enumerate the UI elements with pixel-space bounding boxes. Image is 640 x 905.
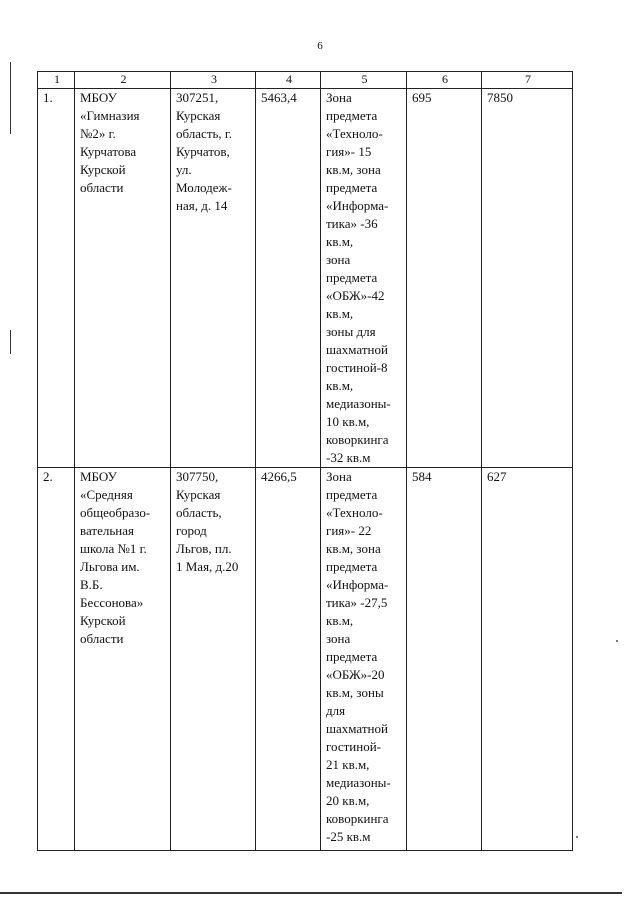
- column-header: 3: [171, 72, 256, 89]
- column-header: 2: [75, 72, 171, 89]
- school-address: 307750, Курская область, город Льгов, пл. 1 Мая, д.20: [171, 468, 256, 851]
- column-header: 4: [256, 72, 321, 89]
- school-address: 307251, Курская область, г. Курчатов, ул. Молодеж- ная, д. 14: [171, 89, 256, 468]
- column-7-value: 7850: [482, 89, 573, 468]
- column-7-value: 627: [482, 468, 573, 851]
- column-6-value: 584: [407, 468, 482, 851]
- column-header: 1: [38, 72, 75, 89]
- column-header: 6: [407, 72, 482, 89]
- building-area: 4266,5: [256, 468, 321, 851]
- table-row: [38, 89, 573, 468]
- bottom-rule: [0, 892, 622, 894]
- zone-description: Зона предмета «Техноло- гия»- 15 кв.м, зона предмета «Информа- тика» -36 кв.м, зона предмета «ОБЖ»-42 кв.м, зоны для шахматной гостиной-8 кв.м, медиазоны- 10 кв.м, коворкинга -32 кв.м: [321, 89, 407, 468]
- header-row: [38, 72, 573, 89]
- building-area: 5463,4: [256, 89, 321, 468]
- school-name: МБОУ «Гимназия №2» г. Курчатова Курской области: [75, 89, 171, 468]
- zone-description: Зона предмета «Техноло- гия»- 22 кв.м, зона предмета «Информа- тика» -27,5 кв.м, зона предмета «ОБЖ»-20 кв.м, зоны для шахматной гостиной- 21 кв.м, медиазоны- 20 кв.м, коворкинга -25 кв.м: [321, 468, 407, 851]
- table-row: [38, 468, 573, 851]
- margin-mark: [10, 330, 11, 354]
- scan-speck: [576, 836, 578, 838]
- column-header: 5: [321, 72, 407, 89]
- page-number: 6: [317, 40, 323, 52]
- row-number: 1.: [38, 89, 75, 468]
- margin-mark: [10, 62, 11, 134]
- data-table: [37, 71, 573, 851]
- column-header: 7: [482, 72, 573, 89]
- school-name: МБОУ «Средняя общеобразо- вательная школа №1 г. Льгова им. В.Б. Бессонова» Курской области: [75, 468, 171, 851]
- scan-speck: [616, 640, 618, 642]
- row-number: 2.: [38, 468, 75, 851]
- column-6-value: 695: [407, 89, 482, 468]
